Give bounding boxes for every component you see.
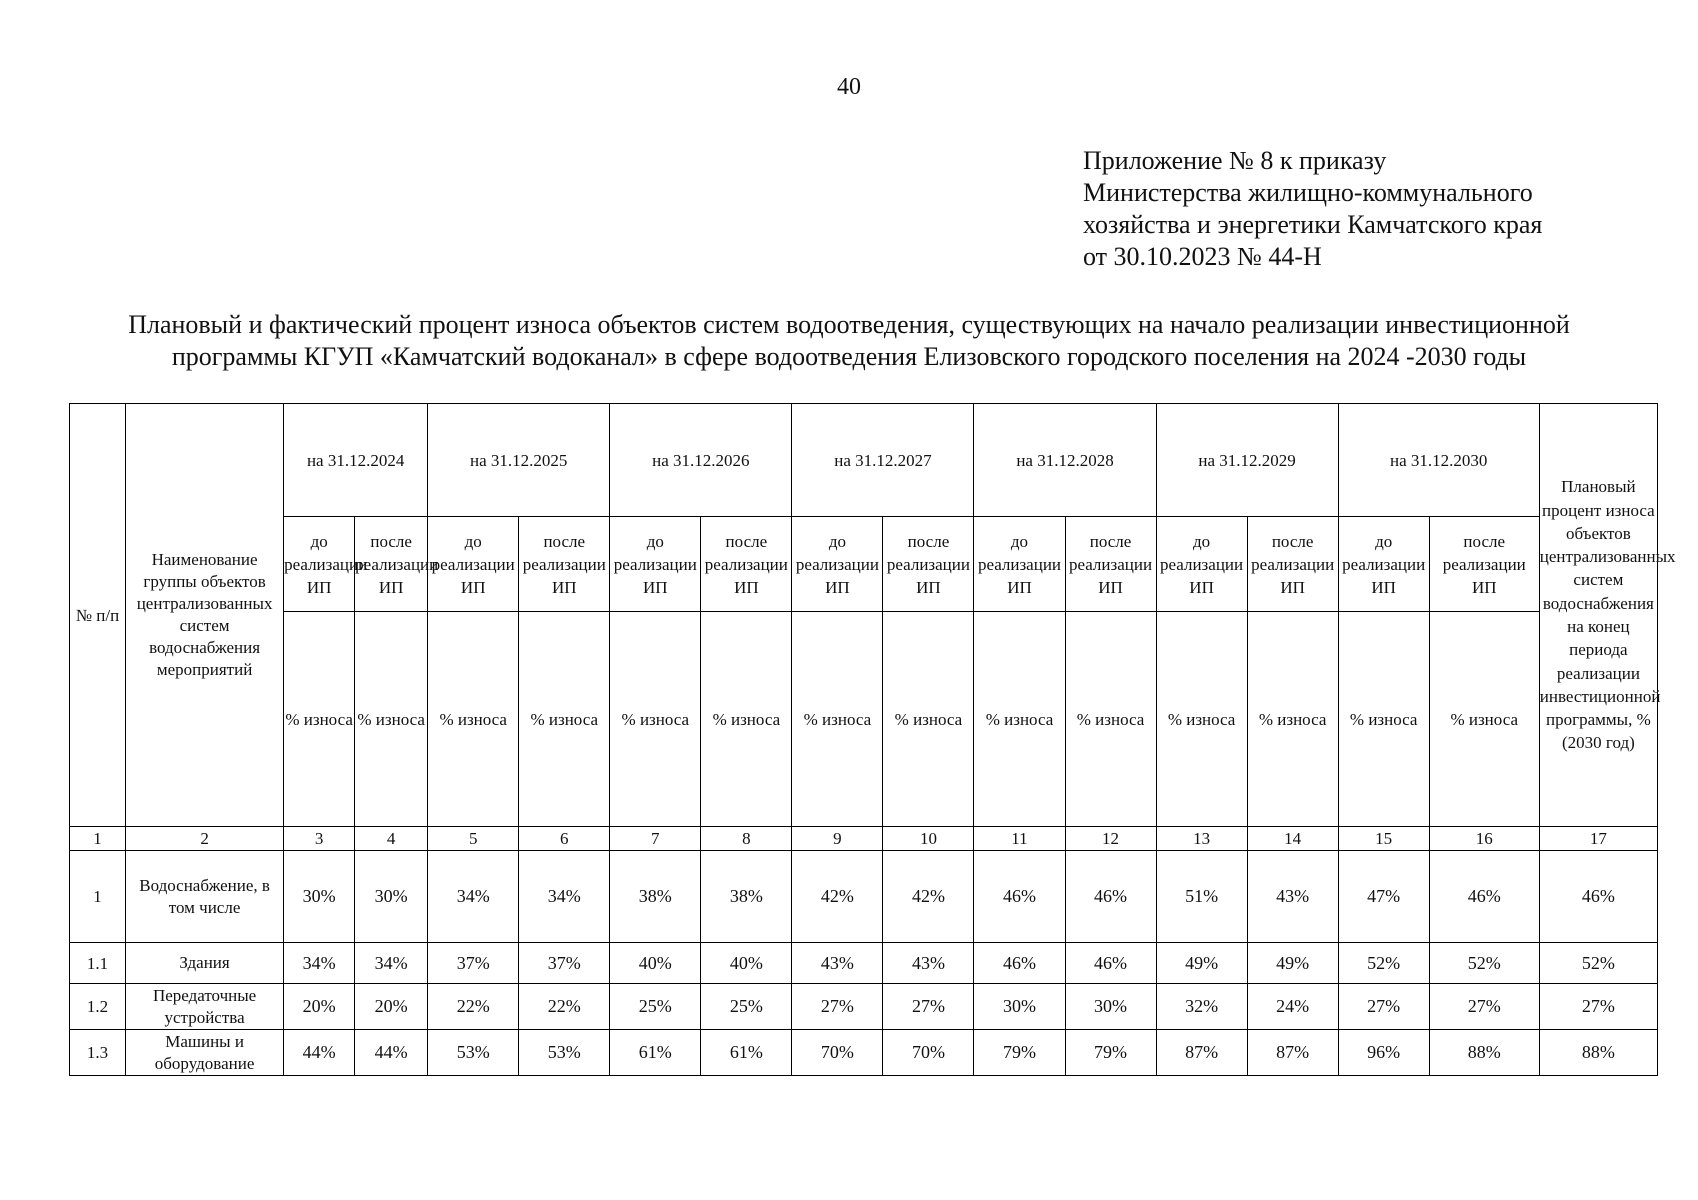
row-number: 1.2 [70,984,126,1030]
wear-percent-cell: 34% [519,851,610,943]
wear-percent-cell: 88% [1539,1030,1657,1076]
header-period: на 31.12.2024 [284,404,428,517]
wear-percent-cell: 20% [355,984,428,1030]
column-number: 11 [974,827,1065,851]
wear-percent-cell: 52% [1429,943,1539,984]
wear-percent-cell: 53% [428,1030,519,1076]
header-after: после реализации ИП [355,517,428,612]
appendix-line: от 30.10.2023 № 44-Н [1083,242,1322,271]
wear-percent-cell: 43% [1247,851,1338,943]
wear-percent-cell: 24% [1247,984,1338,1030]
header-unit: % износа [1065,612,1156,827]
wear-percent-cell: 40% [701,943,792,984]
appendix-line: хозяйства и энергетики Камчатского края [1083,210,1543,239]
header-before: до реализации ИП [1338,517,1429,612]
header-after: после реализации ИП [701,517,792,612]
column-number: 12 [1065,827,1156,851]
wear-percent-cell: 42% [792,851,883,943]
header-unit: % износа [701,612,792,827]
wear-percent-cell: 32% [1156,984,1247,1030]
wear-percent-cell: 87% [1247,1030,1338,1076]
wear-percent-cell: 38% [610,851,701,943]
header-planned-percent: Плановый процент износа объектов централизованных систем водоснабжения на конец периода реализации инвестиционной программы, % (2030 год) [1539,404,1657,827]
column-number: 15 [1338,827,1429,851]
header-before: до реализации ИП [610,517,701,612]
wear-percent-cell: 37% [519,943,610,984]
wear-percent-cell: 43% [883,943,974,984]
page-number: 40 [837,74,861,100]
header-unit: % износа [428,612,519,827]
header-num: № п/п [70,404,126,827]
header-unit: % износа [284,612,355,827]
wear-percent-cell: 49% [1156,943,1247,984]
column-number: 1 [70,827,126,851]
wear-percent-cell: 27% [883,984,974,1030]
wear-percent-cell: 61% [701,1030,792,1076]
header-period: на 31.12.2030 [1338,404,1539,517]
wear-percent-cell: 25% [610,984,701,1030]
column-number: 10 [883,827,974,851]
title-line: Плановый и фактический процент износа объектов систем водоотведения, существующих на начало реализации инвестиционной [128,310,1570,339]
wear-percent-cell: 34% [284,943,355,984]
wear-percent-cell: 46% [1065,943,1156,984]
table-row [70,943,1658,984]
wear-percent-cell: 42% [883,851,974,943]
wear-percent-cell: 27% [792,984,883,1030]
wear-percent-cell: 46% [974,851,1065,943]
wear-percent-cell: 79% [974,1030,1065,1076]
header-period: на 31.12.2029 [1156,404,1338,517]
wear-percent-cell: 46% [1429,851,1539,943]
column-number: 7 [610,827,701,851]
wear-percent-cell: 51% [1156,851,1247,943]
wear-percent-cell: 30% [1065,984,1156,1030]
wear-percent-cell: 96% [1338,1030,1429,1076]
column-number: 14 [1247,827,1338,851]
row-number: 1.3 [70,1030,126,1076]
column-number: 5 [428,827,519,851]
table-row [70,984,1658,1030]
wear-percent-cell: 40% [610,943,701,984]
row-group-name: Здания [126,943,284,984]
appendix-header [1083,145,1542,273]
row-number: 1.1 [70,943,126,984]
column-number: 6 [519,827,610,851]
header-before: до реализации ИП [792,517,883,612]
wear-percent-cell: 49% [1247,943,1338,984]
depreciation-table [69,403,1676,1076]
row-number: 1 [70,851,126,943]
header-unit: % износа [792,612,883,827]
header-unit: % износа [1247,612,1338,827]
wear-percent-cell: 52% [1338,943,1429,984]
header-period: на 31.12.2026 [610,404,792,517]
wear-percent-cell: 88% [1429,1030,1539,1076]
wear-percent-cell: 87% [1156,1030,1247,1076]
wear-percent-cell: 70% [792,1030,883,1076]
header-after: после реализации ИП [1065,517,1156,612]
header-before: до реализации ИП [1156,517,1247,612]
header-before: до реализации ИП [974,517,1065,612]
header-after: после реализации ИП [1247,517,1338,612]
wear-percent-cell: 25% [701,984,792,1030]
header-period: на 31.12.2025 [428,404,610,517]
title-line: программы КГУП «Камчатский водоканал» в сфере водоотведения Елизовского городского поселения на 2024 -2030 годы [171,342,1527,371]
wear-percent-cell: 61% [610,1030,701,1076]
wear-percent-cell: 44% [284,1030,355,1076]
wear-percent-cell: 20% [284,984,355,1030]
appendix-line: Приложение № 8 к приказу [1083,146,1387,175]
header-unit: % износа [1338,612,1429,827]
column-numbers-row [70,827,1658,851]
wear-percent-cell: 34% [428,851,519,943]
wear-percent-cell: 52% [1539,943,1657,984]
wear-percent-cell: 30% [284,851,355,943]
wear-percent-cell: 47% [1338,851,1429,943]
row-group-name: Водоснабжение, в том числе [126,851,284,943]
wear-percent-cell: 38% [701,851,792,943]
wear-percent-cell: 43% [792,943,883,984]
header-group-name: Наименование группы объектов централизованных систем водоснабжения мероприятий [126,404,284,827]
column-number: 9 [792,827,883,851]
wear-percent-cell: 30% [974,984,1065,1030]
header-unit: % износа [610,612,701,827]
table-row [70,851,1658,943]
wear-percent-cell: 30% [355,851,428,943]
header-after: после реализации ИП [883,517,974,612]
appendix-line: Министерства жилищно-коммунального [1083,178,1533,207]
header-unit: % износа [974,612,1065,827]
wear-percent-cell: 70% [883,1030,974,1076]
wear-percent-cell: 22% [519,984,610,1030]
header-period: на 31.12.2028 [974,404,1156,517]
header-period: на 31.12.2027 [792,404,974,517]
header-unit: % износа [883,612,974,827]
wear-percent-cell: 79% [1065,1030,1156,1076]
wear-percent-cell: 34% [355,943,428,984]
table-row [70,1030,1658,1076]
header-before: до реализации ИП [284,517,355,612]
header-after: после реализации ИП [519,517,610,612]
wear-percent-cell: 46% [1539,851,1657,943]
wear-percent-cell: 27% [1429,984,1539,1030]
wear-percent-cell: 53% [519,1030,610,1076]
header-unit: % износа [1156,612,1247,827]
header-before: до реализации ИП [428,517,519,612]
row-group-name: Машины и оборудование [126,1030,284,1076]
column-number: 3 [284,827,355,851]
column-number: 2 [126,827,284,851]
column-number: 8 [701,827,792,851]
wear-percent-cell: 37% [428,943,519,984]
header-after: после реализации ИП [1429,517,1539,612]
column-number: 16 [1429,827,1539,851]
document-title [40,309,1658,373]
column-number: 17 [1539,827,1657,851]
header-unit: % износа [1429,612,1539,827]
header-unit: % износа [519,612,610,827]
row-group-name: Передаточные устройства [126,984,284,1030]
wear-percent-cell: 22% [428,984,519,1030]
wear-percent-cell: 44% [355,1030,428,1076]
column-number: 4 [355,827,428,851]
wear-percent-cell: 27% [1539,984,1657,1030]
header-unit: % износа [355,612,428,827]
wear-percent-cell: 46% [1065,851,1156,943]
wear-percent-cell: 27% [1338,984,1429,1030]
wear-percent-cell: 46% [974,943,1065,984]
column-number: 13 [1156,827,1247,851]
